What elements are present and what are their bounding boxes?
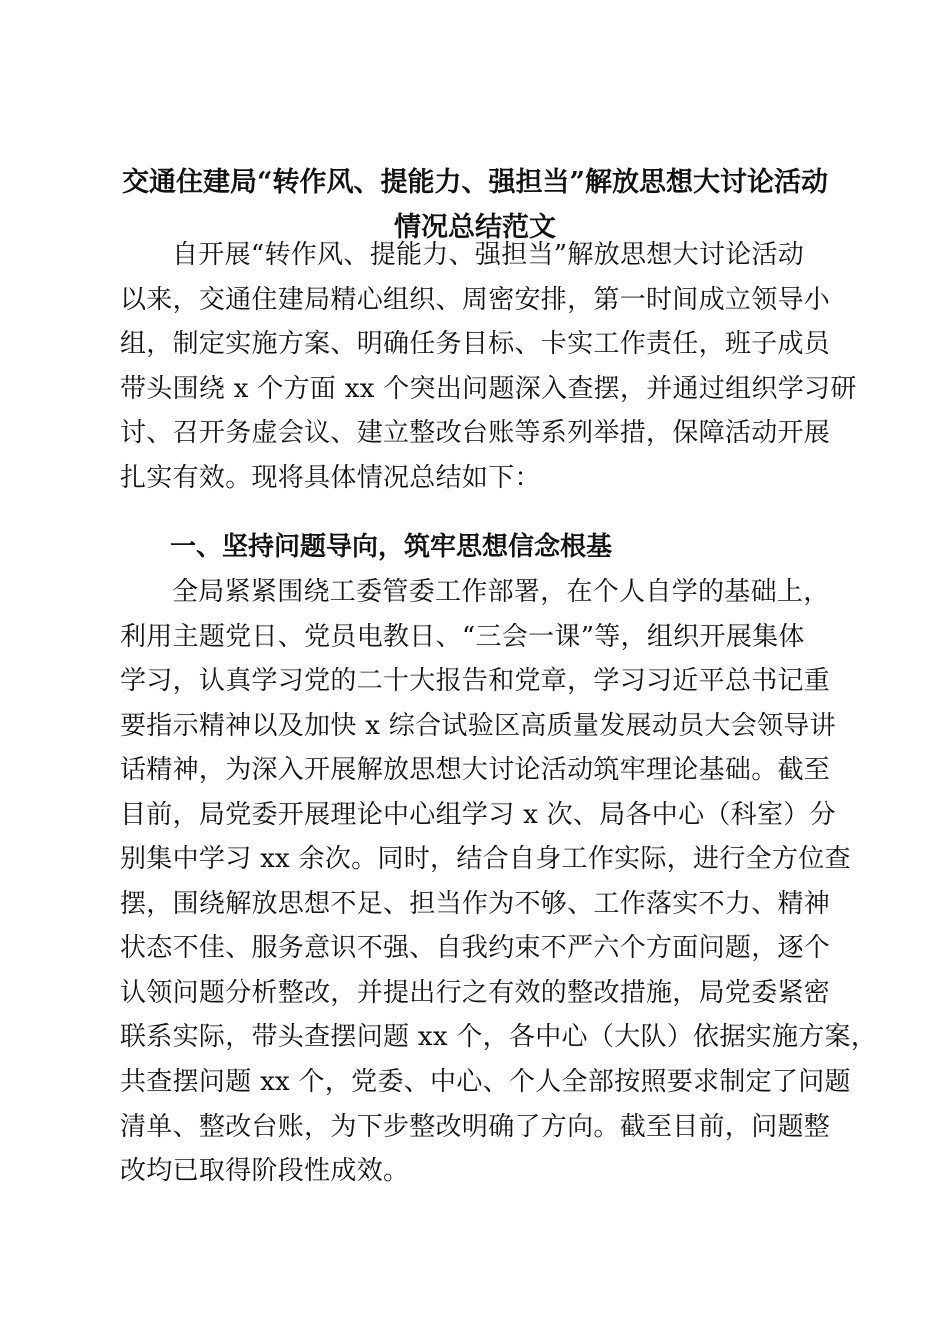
section-1-line: 状态不佳、服务意识不强、自我约束不严六个方面问题，逐个 (120, 933, 831, 964)
section-1-line: 共查摆问题 xx 个，党委、中心、个人全部按照要求制定了问题 (120, 1067, 851, 1098)
section-1-line: 认领问题分析整改，并提出行之有效的整改措施，局党委紧密 (120, 977, 831, 1008)
section-1-line: 别集中学习 xx 余次。同时，结合自身工作实际，进行全方位查 (120, 844, 851, 875)
intro-line: 以来，交通住建局精心组织、周密安排，第一时间成立领导小 (120, 284, 831, 315)
section-1-line: 话精神，为深入开展解放思想大讨论活动筑牢理论基础。截至 (120, 755, 831, 786)
intro-line: 自开展“转作风、提能力、强担当”解放思想大讨论活动 (172, 240, 805, 270)
intro-line: 讨、召开务虚会议、建立整改台账等系列举措，保障活动开展 (120, 418, 831, 449)
document-title-line-2: 情况总结范文 (394, 212, 556, 243)
section-1-line: 利用主题党日、党员电教日、“三会一课”等，组织开展集体 (120, 621, 805, 652)
intro-line: 扎实有效。现将具体情况总结如下： (120, 462, 541, 493)
intro-line: 带头围绕 x 个方面 xx 个突出问题深入查摆，并通过组织学习研 (120, 373, 857, 404)
section-1-line: 目前，局党委开展理论中心组学习 x 次、局各中心（科室）分 (120, 799, 836, 830)
section-1-line: 要指示精神以及加快 x 综合试验区高质量发展动员大会领导讲 (120, 710, 836, 741)
section-1-line: 改均已取得阶段性成效。 (120, 1156, 410, 1187)
section-1-paragraph (120, 570, 878, 1194)
intro-paragraph (120, 233, 857, 500)
section-1-line: 全局紧紧围绕工委管委工作部署，在个人自学的基础上， (172, 577, 830, 607)
section-1-heading: 一、坚持问题导向，筑牢思想信念根基 (170, 532, 613, 562)
section-1-line: 学习，认真学习党的二十大报告和党章，学习习近平总书记重 (120, 666, 831, 697)
section-1-line: 摆，围绕解放思想不足、担当作为不够、工作落实不力、精神 (120, 888, 831, 919)
section-1-line: 清单、整改台账，为下步整改明确了方向。截至目前，问题整 (120, 1111, 831, 1142)
document-title-line-1: 交通住建局“转作风、提能力、强担当”解放思想大讨论活动 (121, 167, 829, 198)
intro-line: 组，制定实施方案、明确任务目标、卡实工作责任，班子成员 (120, 329, 831, 360)
section-1-line: 联系实际，带头查摆问题 xx 个，各中心（大队）依据实施方案， (120, 1022, 878, 1053)
